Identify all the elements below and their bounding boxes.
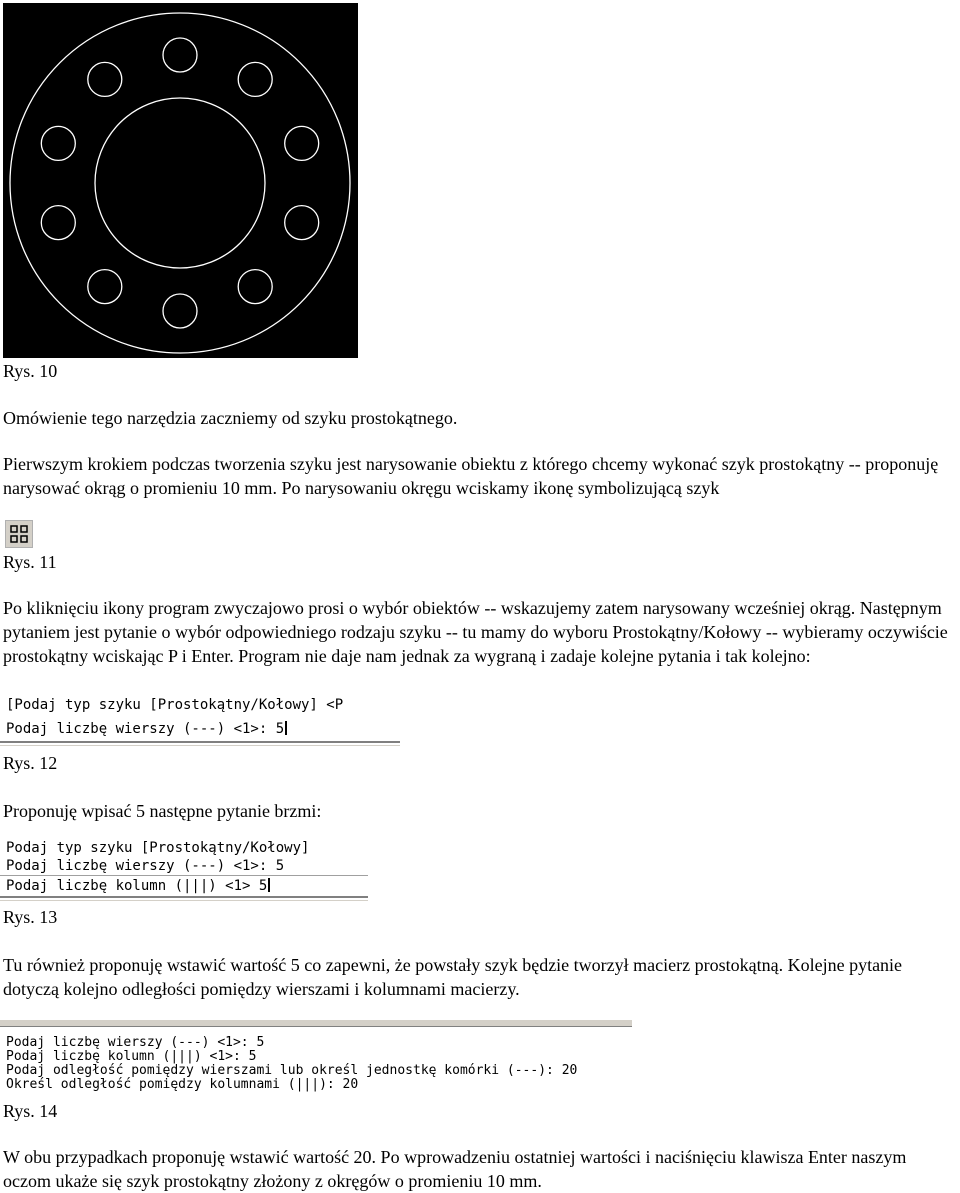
- terminal-line: Podaj liczbę wierszy (---) <1>: 5: [6, 719, 287, 739]
- terminal-line: Podaj typ szyku [Prostokątny/Kołowy]: [6, 840, 310, 856]
- array-icon[interactable]: [5, 520, 33, 548]
- command-line-rys14[interactable]: [0, 1020, 632, 1096]
- terminal-line: Podaj odległość pomiędzy wierszami lub określ jednostkę komórki (---): 20: [6, 1063, 578, 1078]
- terminal-line-partial: [Podaj typ szyku [Prostokątny/Kołowy] <P: [6, 697, 344, 713]
- paragraph-step4: Tu również proponuję wstawić wartość 5 co zapewni, że powstały szyk będzie tworzył macierz prostokątną. Kolejne pytanie dotyczą kolejno odległości pomiędzy wierszami i kolumnami macierzy.: [3, 955, 903, 999]
- cad-drawing: [3, 3, 358, 358]
- paragraph-step1: Pierwszym krokiem podczas tworzenia szyku jest narysowanie obiektu z którego chcemy wykonać szyk prostokątny -- proponuję narysować okrąg o promieniu 10 mm. Po narysowaniu okręgu wciskamy ikonę symbolizującą szyk: [3, 454, 939, 498]
- terminal-line: Podaj liczbę wierszy (---) <1>: 5: [6, 1035, 265, 1050]
- command-line-rys12[interactable]: [0, 697, 400, 749]
- figure-caption-rys13: Rys. 13: [3, 907, 58, 927]
- array-glyph: [6, 521, 32, 547]
- small-hole-circle: [285, 206, 319, 240]
- circle-array-figure: [3, 3, 358, 358]
- paragraph-step3: Proponuję wpisać 5 następne pytanie brzmi:: [3, 801, 322, 821]
- paragraph-step2: Po kliknięciu ikony program zwyczajowo prosi o wybór obiektów -- wskazujemy zatem narysowany wcześniej okrąg. Następnym pytaniem jest pytanie o wybór odpowiedniego rodzaju szyku -- tu mamy do wyboru Prostokątny/Kołowy -- wybieramy oczywiście prostokątny wciskając P i Enter. Program nie daje nam jednak za wygraną i zadaje kolejne pytania i tak kolejno:: [3, 598, 948, 666]
- figure-caption-rys12: Rys. 12: [3, 753, 58, 773]
- terminal-divider-light: [0, 745, 400, 746]
- small-hole-circle: [163, 294, 197, 328]
- small-hole-circle: [163, 38, 197, 72]
- figure-caption-rys11: Rys. 11: [3, 552, 57, 572]
- small-hole-circle: [41, 206, 75, 240]
- figure-caption-rys14: Rys. 14: [3, 1101, 58, 1121]
- toolbar-edge-dark: [0, 1026, 632, 1027]
- small-hole-circle: [88, 62, 122, 96]
- inner-circle: [95, 98, 265, 268]
- small-hole-circle: [88, 270, 122, 304]
- small-hole-circle: [238, 62, 272, 96]
- figure-caption-rys10: Rys. 10: [3, 361, 58, 381]
- terminal-divider-light: [0, 900, 368, 901]
- terminal-line: Podaj liczbę kolumn (|||) <1>: 5: [6, 1049, 257, 1064]
- small-hole-circle: [238, 270, 272, 304]
- terminal-line: Określ odległość pomiędzy kolumnami (|||): 20: [6, 1077, 359, 1092]
- terminal-line: Podaj liczbę wierszy (---) <1>: 5: [6, 858, 285, 874]
- terminal-divider: [0, 741, 400, 743]
- paragraph-intro: Omówienie tego narzędzia zaczniemy od szyku prostokątnego.: [3, 408, 458, 428]
- paragraph-step5: W obu przypadkach proponuję wstawić wartość 20. Po wprowadzeniu ostatniej wartości i naciśnięciu klawisza Enter naszym oczom ukaże się szyk prostokątny złożony z okręgów o promieniu 10 mm.: [3, 1147, 907, 1191]
- outer-circle: [10, 13, 350, 353]
- command-line-rys13[interactable]: [0, 838, 368, 908]
- terminal-divider: [0, 896, 368, 898]
- text-cursor: [268, 878, 270, 892]
- small-hole-circle: [285, 126, 319, 160]
- small-hole-circle: [41, 126, 75, 160]
- terminal-line: Podaj liczbę kolumn (|||) <1> 5: [6, 876, 270, 896]
- text-cursor: [285, 721, 287, 735]
